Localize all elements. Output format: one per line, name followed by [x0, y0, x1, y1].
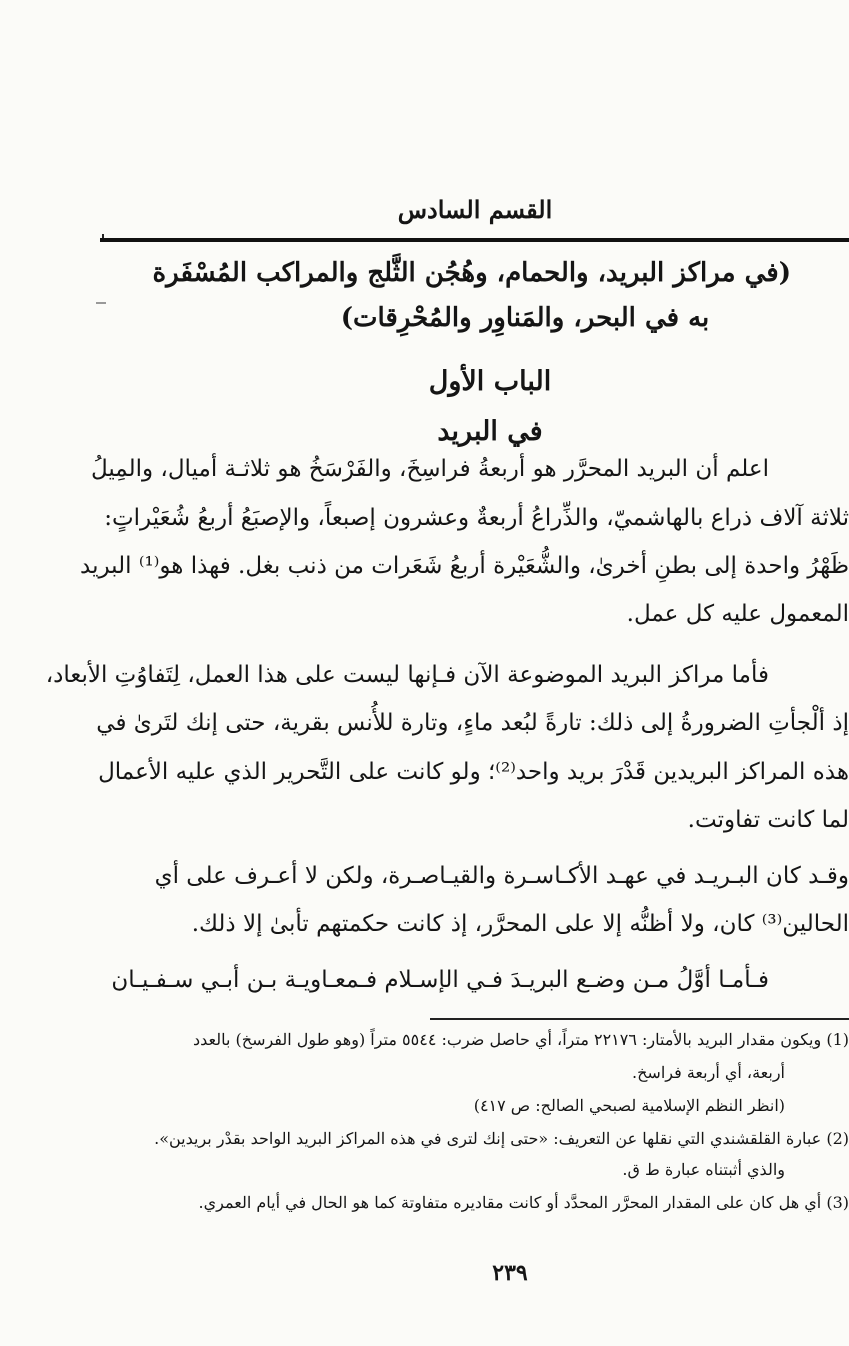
section-title: القسم السادس: [397, 195, 553, 224]
body-line: فـأمـا أوَّلُ مـن وضـع البريـدَ فـي الإسـلام فـمعـاويـة بـن أبـي سـفـيـان: [111, 967, 769, 993]
body-line: فأما مراكز البريد الموضوعة الآن فـإنها ليست على هذا العمل، لِتَفاوُتِ الأبعاد،: [45, 662, 769, 688]
footnote-line: (انظر النظم الإسلامية لصبحي الصالح: ص ٤١٧): [473, 1096, 785, 1115]
footnote-line: (3) أي هل كان على المقدار المحرَّر المحدَّد أو كانت مقاديره متفاوتة كما هو الحال في أيام العمري.: [198, 1193, 849, 1212]
subtitle-line-2: به في البحر، والمَناوِر والمُحْرِقات): [340, 303, 710, 333]
body-line: لما كانت تفاوتت.: [687, 807, 849, 833]
chapter-subtitle: في البريد: [437, 416, 543, 447]
margin-mark: [96, 302, 106, 304]
body-line: ثلاثة آلاف ذراع بالهاشميّ، والذِّراعُ أربعةٌ وعشرون إصبعاً، والإصبَعُ أربعُ شُعَيْراتٍ:: [104, 505, 849, 531]
body-line: الحالين⁽³⁾ كان، ولا أظنُّه إلا على المحرَّر، إذ كانت حكمتهم تأبىٰ إلا ذلك.: [191, 911, 849, 937]
chapter-title: الباب الأول: [428, 366, 552, 397]
body-line: هذه المراكز البريدين قَدْرَ بريد واحد⁽²⁾؛ ولو كانت على التَّحرير الذي عليه الأعمال: [98, 759, 849, 785]
body-line: وقـد كان البـريـد في عهـد الأكـاسـرة والقيـاصـرة، ولكن لا أعـرف على أي: [154, 863, 849, 889]
footnote-line: أربعة، أي أربعة فراسخ.: [632, 1063, 785, 1082]
footnote-line: والذي أثبتناه عبارة ط ق.: [622, 1160, 785, 1179]
body-line: المعمول عليه كل عمل.: [626, 601, 849, 627]
footnote-separator: [430, 1018, 849, 1020]
subtitle-line-1: (في مراكز البريد، والحمام، وهُجُن الثَّلج والمراكب المُسْفَرة: [152, 258, 791, 288]
body-line: ظَهْرُ واحدة إلى بطنِ أخرىٰ، والشُّعَيْرة أربعُ شَعَرات من ذنب بغل. فهذا هو⁽¹⁾ البريد: [80, 553, 849, 579]
footnote-line: (1) ويكون مقدار البريد بالأمتار: ٢٢١٧٦ متراً، أي حاصل ضرب: ٥٥٤٤ متراً (وهو طول الفرسخ) بالعدد: [192, 1030, 849, 1049]
footnote-line: (2) عبارة القلقشندي التي نقلها عن التعريف: «حتى إنك لترى في هذه المراكز البريد الواحد بقدْر بريدين».: [154, 1129, 849, 1148]
header-rule: [100, 238, 849, 242]
body-line: إذ ألْجأتِ الضرورةُ إلى ذلك: تارةً لبُعد ماءٍ، وتارة للأُنس بقرية، حتى إنك لتَرىٰ في: [96, 710, 849, 736]
page-number: ٢٣٩: [492, 1260, 528, 1286]
body-line: اعلم أن البريد المحرَّر هو أربعةُ فراسِخَ، والفَرْسَخُ هو ثلاثـة أميال، والمِيلُ: [90, 456, 769, 482]
